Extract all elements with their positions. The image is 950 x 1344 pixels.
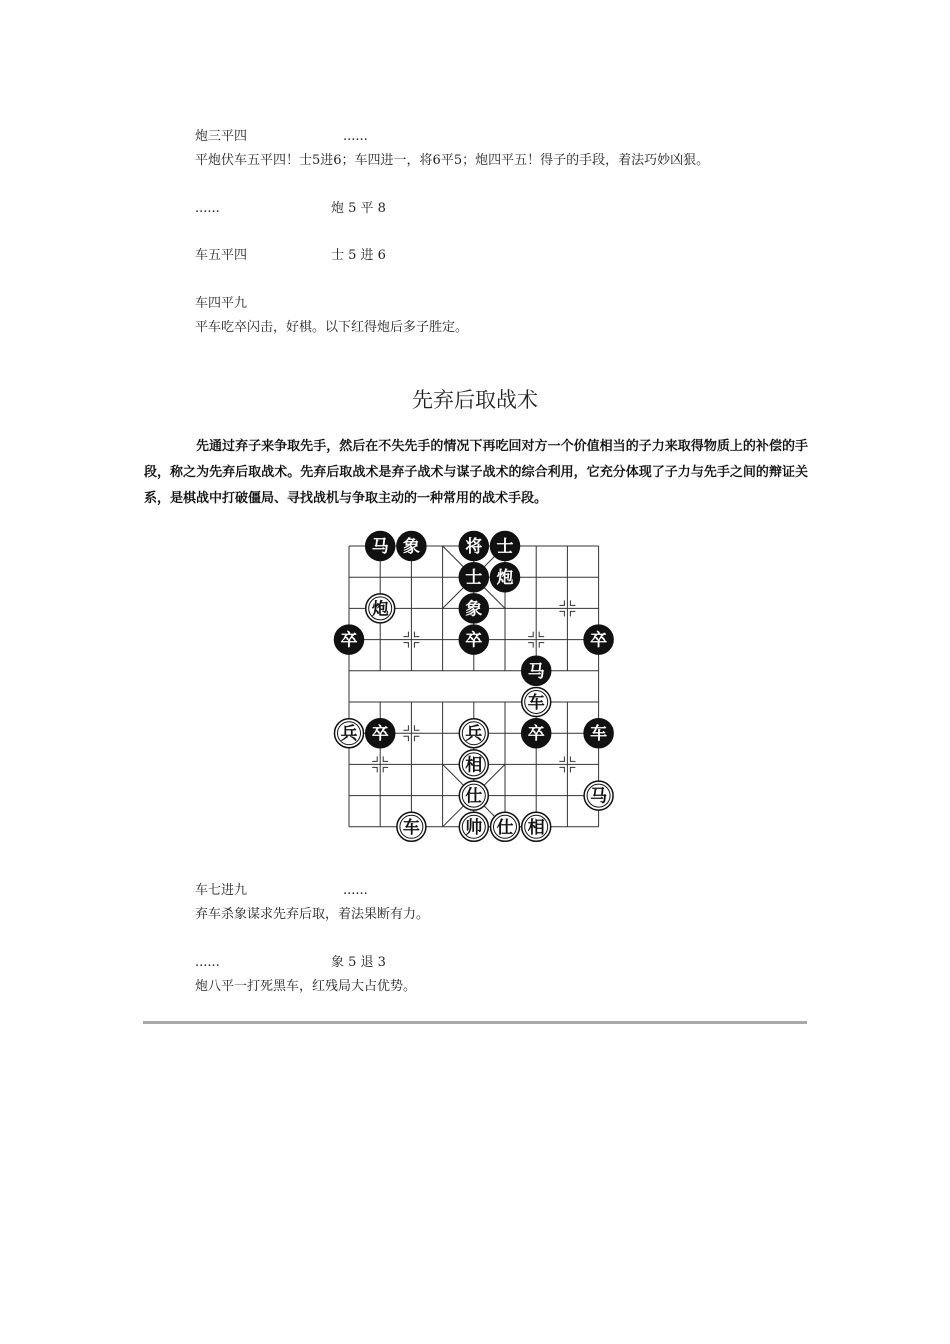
horizontal-rule: [143, 1021, 807, 1024]
piece-label: 相: [527, 817, 545, 838]
black-piece: [335, 625, 364, 654]
red-piece: [491, 812, 520, 841]
move-row: [195, 295, 247, 313]
position-marker: [570, 767, 575, 772]
red-piece: [584, 781, 613, 810]
intro-paragraph: 先通过弃子来争取先手，然后在不失先手的情况下再吃回对方一个价值相当的子力来取得物质上的补偿的手段，称之为先弃后取战术。先弃后取战术是弃子战术与谋子战术的综合利用，它充分体现了子力与先手之间的辩证关系，是棋战中打破僵局、寻找战机与争取主动的一种常用的战术手段。: [144, 439, 808, 506]
piece-label: 兵: [340, 724, 358, 745]
piece-label: 兵: [465, 724, 483, 745]
black-move: 炮 5 平 8: [331, 201, 386, 216]
move-row: [195, 200, 386, 218]
position-marker: [559, 756, 564, 761]
piece-label: 士: [465, 568, 483, 589]
black-move: 士 5 进 6: [331, 248, 386, 263]
black-piece: [366, 719, 395, 748]
position-marker: [403, 725, 408, 730]
piece-label: 相: [465, 755, 483, 776]
piece-label: 车: [402, 817, 420, 838]
red-piece: [522, 688, 551, 717]
position-marker: [372, 756, 377, 761]
piece-label: 炮: [371, 599, 389, 620]
piece-label: 卒: [340, 630, 358, 651]
piece-label: 马: [527, 661, 545, 682]
section-intro: [144, 434, 808, 512]
piece-label: 仕: [465, 786, 483, 807]
black-piece: [459, 563, 488, 592]
piece-label: 马: [371, 537, 389, 557]
position-marker: [414, 736, 419, 741]
red-piece: [459, 812, 488, 841]
position-marker: [528, 643, 533, 648]
position-marker: [539, 632, 544, 637]
black-piece: [397, 532, 426, 561]
position-marker: [559, 600, 564, 605]
black-piece: [459, 594, 488, 623]
move-row: [195, 954, 386, 972]
red-piece: [459, 750, 488, 779]
piece-label: 车: [590, 724, 608, 745]
move-comment: 平车吃卒闪击，好棋。以下红得炮后多子胜定。: [195, 320, 469, 335]
red-move: ......: [195, 201, 220, 216]
piece-label: 卒: [465, 630, 483, 651]
position-marker: [372, 767, 377, 772]
black-move: 象 5 退 3: [331, 955, 386, 970]
black-piece: [522, 656, 551, 685]
red-piece: [397, 812, 426, 841]
move-comment: 炮八平一打死黑车，红残局大占优势。: [195, 979, 417, 994]
piece-label: 卒: [590, 630, 608, 651]
position-marker: [539, 643, 544, 648]
position-marker: [414, 632, 419, 637]
position-marker: [403, 632, 408, 637]
move-row: [195, 247, 386, 265]
red-move: 炮三平四: [195, 129, 248, 144]
position-marker: [414, 643, 419, 648]
black-piece: [459, 532, 488, 561]
board-pieces: [335, 532, 614, 842]
position-marker: [570, 756, 575, 761]
move-row: [195, 882, 368, 900]
red-piece: [459, 719, 488, 748]
position-marker: [528, 632, 533, 637]
red-move: ......: [195, 955, 220, 970]
red-move: 车四平九: [195, 296, 248, 311]
red-piece: [335, 719, 364, 748]
piece-label: 卒: [527, 724, 545, 745]
piece-label: 卒: [371, 724, 389, 745]
black-piece: [584, 719, 613, 748]
position-marker: [383, 756, 388, 761]
red-piece: [366, 594, 395, 623]
piece-label: 马: [590, 786, 608, 807]
position-marker: [559, 767, 564, 772]
piece-label: 仕: [496, 817, 514, 838]
black-move: ......: [343, 129, 368, 144]
position-marker: [414, 725, 419, 730]
black-piece: [584, 625, 613, 654]
piece-label: 象: [402, 537, 420, 557]
red-piece: [522, 812, 551, 841]
red-move: 车七进九: [195, 883, 248, 898]
piece-label: 炮: [496, 568, 514, 589]
move-row: [195, 128, 368, 146]
black-piece: [366, 532, 395, 561]
black-piece: [459, 625, 488, 654]
position-marker: [570, 611, 575, 616]
move-comment: 平炮伏车五平四！士5进6；车四进一，将6平5；炮四平五！得子的手段，着法巧妙凶狠。: [195, 153, 710, 168]
piece-label: 将: [465, 537, 483, 557]
black-piece: [491, 563, 520, 592]
position-marker: [403, 643, 408, 648]
black-piece: [491, 532, 520, 561]
xiangqi-board-diagram: [330, 528, 620, 848]
position-marker: [570, 600, 575, 605]
position-marker: [559, 611, 564, 616]
section-title: 先弃后取战术: [412, 388, 538, 412]
position-marker: [383, 767, 388, 772]
piece-label: 车: [527, 693, 545, 713]
piece-label: 象: [465, 599, 483, 620]
red-piece: [459, 781, 488, 810]
piece-label: 帅: [465, 817, 483, 838]
black-piece: [522, 719, 551, 748]
piece-label: 士: [496, 537, 514, 557]
black-move: ......: [343, 883, 368, 898]
red-move: 车五平四: [195, 248, 248, 263]
move-comment: 弃车杀象谋求先弃后取，着法果断有力。: [195, 907, 430, 922]
position-marker: [403, 736, 408, 741]
